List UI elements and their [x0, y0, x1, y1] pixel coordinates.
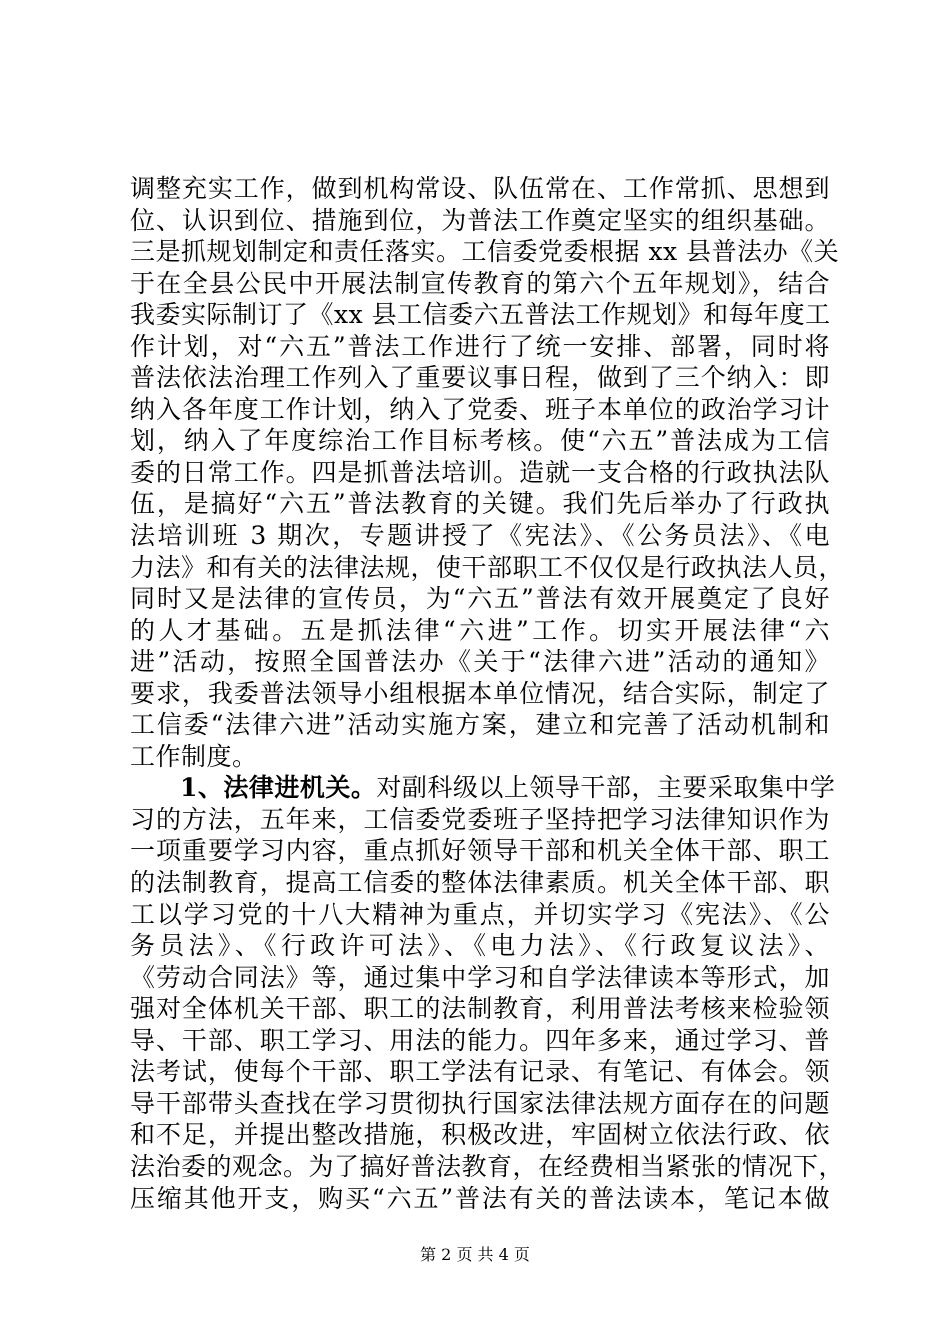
- text-line: 于在全县公民中开展法制宣传教育的第六个五年规划》，结合: [130, 268, 830, 298]
- text-line: 工作制度。: [130, 741, 258, 771]
- text-line: 调整充实工作，做到机构常设、队伍常在、工作常抓、思想到: [130, 174, 830, 203]
- text-line: 我委实际制订了《xx 县工信委六五普法工作规划》和每年度工: [130, 300, 831, 330]
- text-line: 强对全体机关干部、职工的法制教育，利用普法考核来检验领: [130, 994, 830, 1024]
- text-line: 法治委的观念。为了搞好普法教育，在经费相当紧张的情况下，: [130, 1151, 845, 1181]
- text-line: 导干部带头查找在学习贯彻执行国家法律法规方面存在的问题: [130, 1088, 830, 1118]
- text-line: 和不足，并提出整改措施，积极改进，牢固树立依法行政、依: [130, 1120, 830, 1150]
- page-footer: 第 2 页 共 4 页: [420, 1245, 530, 1264]
- text-line: 工信委“法律六进”活动实施方案，建立和完善了活动机制和: [130, 710, 830, 740]
- text-line: 力法》和有关的法律法规，使干部职工不仅仅是行政执法人员，: [130, 552, 845, 582]
- text-line: 三是抓规划制定和责任落实。工信委党委根据 xx 县普法办《关: [130, 237, 840, 267]
- text-line: [130, 772, 836, 804]
- text-line: 作计划，对“六五”普法工作进行了统一安排、部署，同时将: [130, 331, 830, 361]
- text-line: 伍，是搞好“六五”普法教育的关键。我们先后举办了行政执: [130, 489, 830, 519]
- text-line: 压缩其他开支，购买“六五”普法有关的普法读本，笔记本做: [130, 1183, 830, 1213]
- text-line: 要求，我委普法领导小组根据本单位情况，结合实际，制定了: [130, 678, 830, 708]
- paragraph-continued: [130, 173, 845, 772]
- text-line: 法考试，使每个干部、职工学法有记录、有笔记、有体会。领: [130, 1057, 830, 1087]
- paragraph-law-into-agencies: [130, 772, 845, 1214]
- text-line: 习的方法，五年来，工信委党委班子坚持把学习法律知识作为: [130, 804, 830, 834]
- text-line: 位、认识到位、措施到位，为普法工作奠定坚实的组织基础。: [130, 205, 830, 235]
- document-body: [130, 173, 845, 1214]
- text-line: 同时又是法律的宣传员，为“六五”普法有效开展奠定了良好: [130, 584, 830, 614]
- text-line: 纳入各年度工作计划，纳入了党委、班子本单位的政治学习计: [130, 394, 830, 424]
- text-line: 的法制教育，提高工信委的整体法律素质。机关全体干部、职: [130, 868, 830, 898]
- text-line: 委的日常工作。四是抓普法培训。造就一支合格的行政执法队: [130, 457, 830, 487]
- text-line: 导、干部、职工学习、用法的能力。四年多来，通过学习、普: [130, 1025, 830, 1055]
- text-line: 《劳动合同法》等，通过集中学习和自学法律读本等形式，加: [130, 962, 830, 992]
- text-line: 法培训班 3 期次，专题讲授了《宪法》、《公务员法》、《电: [130, 521, 830, 551]
- text-line: 划，纳入了年度综治工作目标考核。使“六五”普法成为工信: [130, 426, 830, 456]
- text-line: 务员法》、《行政许可法》、《电力法》、《行政复议法》、: [130, 931, 830, 961]
- text-line: 工以学习党的十八大精神为重点，并切实学习《宪法》、《公: [130, 899, 830, 929]
- text-line: 进”活动，按照全国普法办《关于“法律六进”活动的通知》: [130, 647, 830, 677]
- text-line-rest: 对副科级以上领导干部，主要采取集中学: [376, 773, 836, 803]
- text-line: 的人才基础。五是抓法律“六进”工作。切实开展法律“六: [130, 615, 830, 645]
- section-heading-lead: 1、法律进机关。: [180, 773, 377, 803]
- text-line: 普法依法治理工作列入了重要议事日程，做到了三个纳入：即: [130, 363, 830, 393]
- text-line: 一项重要学习内容，重点抓好领导干部和机关全体干部、职工: [130, 836, 830, 866]
